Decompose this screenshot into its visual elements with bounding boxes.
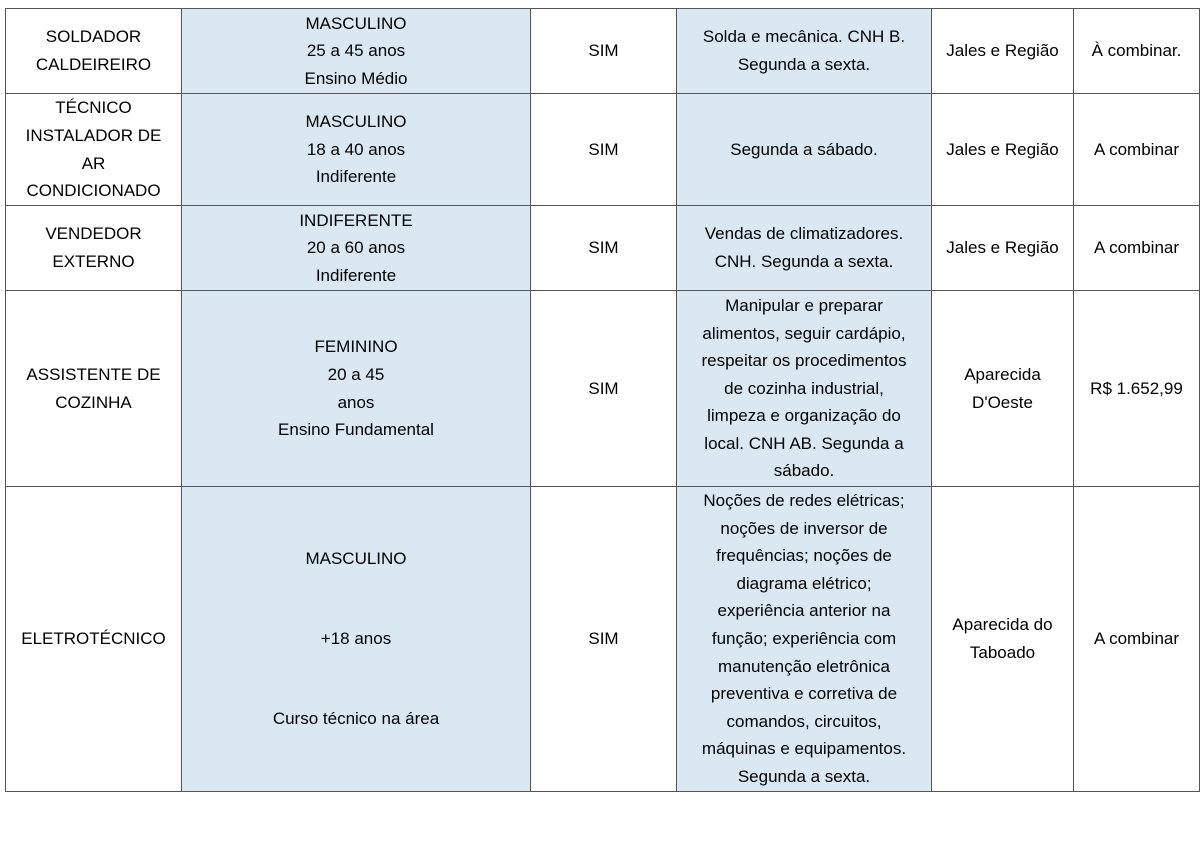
candidate-profile-line: anos (337, 392, 375, 412)
job-description (679, 292, 929, 485)
job-description-line: comandos, circuitos, (726, 711, 882, 731)
job-description (679, 23, 929, 78)
location (934, 361, 1071, 416)
job-title-cell (6, 94, 182, 206)
salary-cell (1074, 94, 1200, 206)
salary-value: R$ 1.652,99 (1090, 378, 1183, 398)
job-description-line: diagrama elétrico; (736, 573, 872, 593)
job-title-line: VENDEDOR (45, 224, 142, 244)
job-title-line: CALDEIREIRO (35, 55, 152, 74)
job-title-line: SOLDADOR (45, 27, 142, 47)
candidate-profile-cell (182, 291, 531, 487)
candidate-profile-line: Curso técnico na área (272, 708, 440, 728)
candidate-profile-line: +18 anos (320, 628, 392, 648)
job-description-cell (677, 291, 932, 487)
job-description-line: CNH. Segunda a sexta. (714, 252, 894, 271)
benefit-value: SIM (588, 238, 619, 258)
job-title (8, 625, 179, 653)
job-description-line: Segunda a sexta. (737, 766, 871, 786)
candidate-profile-cell (182, 9, 531, 94)
location (934, 611, 1071, 666)
benefit-cell (531, 206, 677, 291)
job-title-line: TÉCNICO (55, 98, 132, 118)
benefit-cell (531, 487, 677, 792)
location (934, 234, 1071, 262)
candidate-profile-line: Indiferente (315, 167, 397, 187)
job-description-line: limpeza e organização do (707, 406, 901, 426)
benefit-cell (531, 94, 677, 206)
job-listings-table (5, 8, 1200, 792)
job-description-line: de cozinha industrial, (724, 378, 884, 398)
candidate-profile-cell (182, 94, 531, 206)
candidate-profile (184, 10, 528, 93)
job-description-line: Vendas de climatizadores. (704, 224, 904, 244)
candidate-profile-line: MASCULINO (305, 112, 407, 132)
candidate-profile-line: INDIFERENTE (299, 210, 413, 230)
candidate-profile-line: MASCULINO (305, 13, 407, 33)
job-title (8, 94, 179, 204)
benefit-value: SIM (588, 628, 619, 648)
salary-value: A combinar (1093, 238, 1180, 258)
location-cell (932, 487, 1074, 792)
location-cell (932, 9, 1074, 94)
job-description-line: Segunda a sexta. (737, 55, 871, 74)
job-description-line: manutenção eletrônica (717, 656, 890, 676)
candidate-profile-line: Ensino Fundamental (278, 420, 434, 440)
job-description-line: noções de inversor de (720, 518, 888, 538)
location-line: Jales e Região (946, 139, 1059, 159)
job-description-line: frequências; noções de (716, 546, 892, 566)
job-description (679, 487, 929, 791)
benefit-cell (531, 291, 677, 487)
job-title (8, 23, 179, 78)
job-title-line: AR (81, 153, 106, 173)
job-description-cell (677, 206, 932, 291)
job-title-cell (6, 487, 182, 792)
salary-value: À combinar. (1091, 41, 1182, 61)
candidate-profile-cell (182, 206, 531, 291)
candidate-profile-line: Ensino Médio (304, 68, 408, 88)
job-description-line: máquinas e equipamentos. (701, 739, 907, 759)
job-title-cell (6, 206, 182, 291)
candidate-profile-line: 18 a 40 anos (306, 139, 406, 159)
job-description-line: função; experiência com (711, 628, 897, 648)
job-title-line: ASSISTENTE DE (26, 364, 161, 384)
job-description-cell (677, 9, 932, 94)
job-title-line: COZINHA (55, 392, 132, 412)
salary-value: A combinar (1093, 628, 1180, 648)
candidate-profile-line: 25 a 45 anos (306, 41, 406, 61)
salary-cell (1074, 206, 1200, 291)
job-description-cell (677, 94, 932, 206)
job-title-line: CONDICIONADO (26, 181, 161, 201)
table-row (6, 94, 1200, 206)
location-line: Taboado (969, 642, 1036, 662)
location (934, 136, 1071, 164)
location-cell (932, 291, 1074, 487)
candidate-profile-line: FEMININO (314, 337, 398, 357)
salary-cell (1074, 487, 1200, 792)
job-description (679, 136, 929, 164)
job-title-line: INSTALADOR DE (25, 125, 162, 145)
candidate-profile-cell (182, 487, 531, 792)
candidate-profile-line: Indiferente (315, 265, 397, 285)
location-line: D'Oeste (972, 392, 1033, 412)
benefit-value: SIM (588, 41, 619, 61)
job-description-line: alimentos, seguir cardápio, (702, 323, 906, 343)
job-description-cell (677, 487, 932, 792)
job-description-line: sábado. (773, 461, 835, 481)
candidate-profile (184, 108, 528, 191)
candidate-profile-line: 20 a 60 anos (306, 238, 406, 258)
table-body (6, 9, 1200, 792)
location-cell (932, 94, 1074, 206)
table-row (6, 206, 1200, 291)
job-title (8, 220, 179, 275)
candidate-profile-line: MASCULINO (305, 549, 407, 569)
job-title (8, 361, 179, 416)
job-description-line: preventiva e corretiva de (710, 684, 898, 704)
candidate-profile (184, 333, 528, 443)
candidate-profile (184, 545, 528, 732)
benefit-value: SIM (588, 378, 619, 398)
job-description-line: Solda e mecânica. CNH B. (702, 27, 906, 47)
job-description-line: Noções de redes elétricas; (703, 491, 905, 510)
job-title-cell (6, 9, 182, 94)
job-description-line: Manipular e preparar (725, 295, 883, 315)
job-description-line: local. CNH AB. Segunda a (704, 433, 904, 453)
table-row (6, 291, 1200, 487)
job-title-line: EXTERNO (52, 252, 135, 271)
location-line: Aparecida do (952, 615, 1053, 635)
benefit-value: SIM (588, 139, 619, 159)
job-description (679, 220, 929, 275)
job-title-line: ELETROTÉCNICO (21, 628, 166, 648)
salary-cell (1074, 291, 1200, 487)
candidate-profile-line: 20 a 45 (327, 364, 385, 384)
candidate-profile (184, 207, 528, 290)
table-row (6, 487, 1200, 792)
salary-value: A combinar (1093, 139, 1180, 159)
job-description-line: Segunda a sábado. (730, 139, 878, 159)
location (934, 37, 1071, 65)
job-description-line: experiência anterior na (717, 601, 891, 621)
salary-cell (1074, 9, 1200, 94)
job-description-line: respeitar os procedimentos (701, 351, 907, 371)
table-row (6, 9, 1200, 94)
job-title-cell (6, 291, 182, 487)
benefit-cell (531, 9, 677, 94)
location-line: Jales e Região (946, 41, 1059, 61)
location-line: Aparecida (964, 364, 1041, 384)
location-cell (932, 206, 1074, 291)
location-line: Jales e Região (946, 238, 1059, 258)
